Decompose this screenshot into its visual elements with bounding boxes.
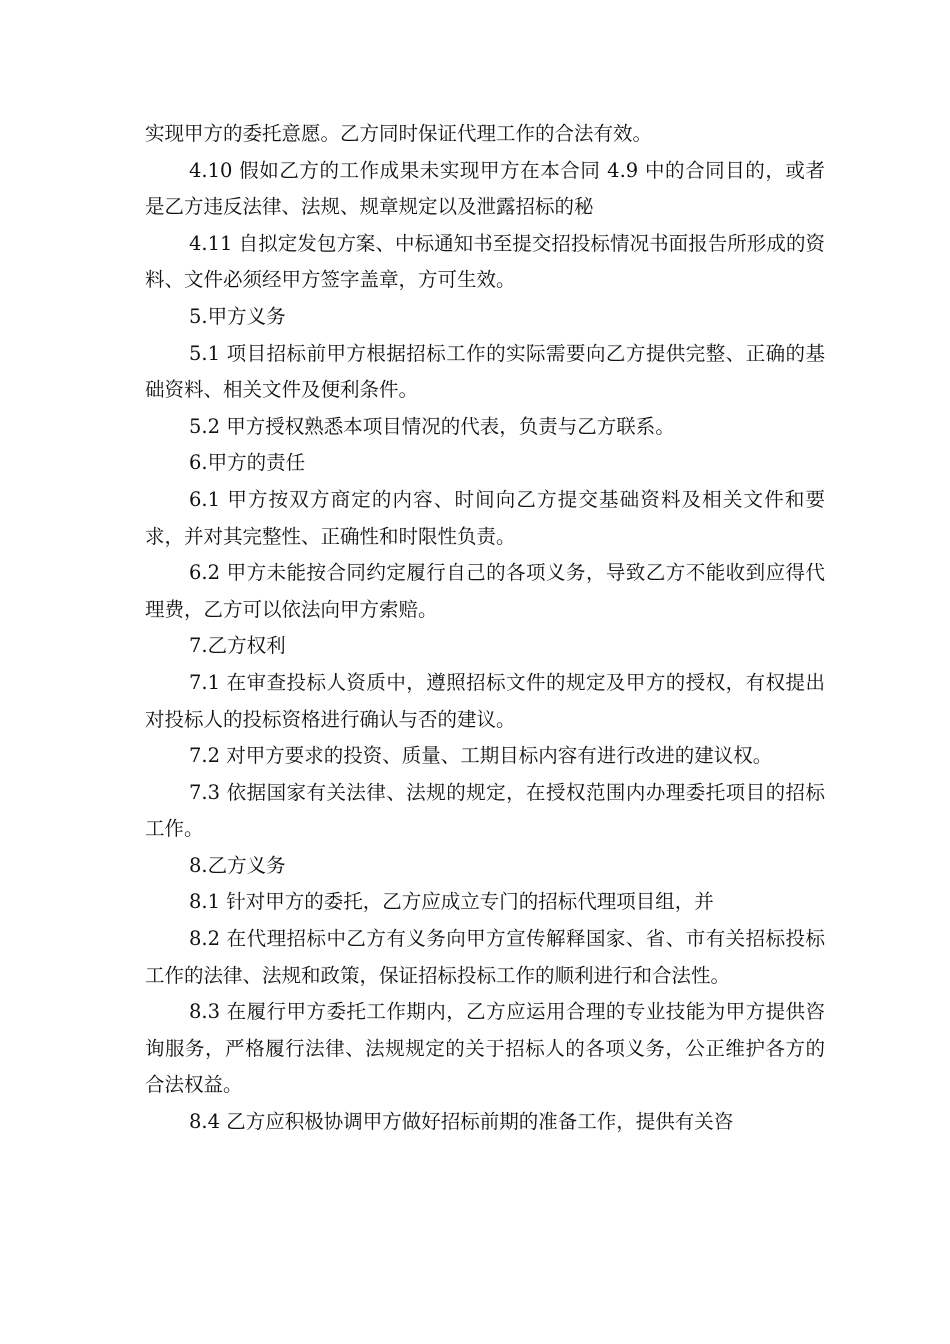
paragraph-5-1: 5.1 项目招标前甲方根据招标工作的实际需要向乙方提供完整、正确的基础资料、相关文件及便利条件。 bbox=[145, 341, 825, 402]
paragraph-8-3: 8.3 在履行甲方委托工作期内，乙方应运用合理的专业技能为甲方提供咨询服务，严格履行法律、法规规定的关于招标人的各项义务，公正维护各方的合法权益。 bbox=[145, 1000, 825, 1097]
paragraph-8-1: 8.1 针对甲方的委托，乙方应成立专门的招标代理项目组，并 bbox=[189, 890, 714, 914]
heading-7: 7.乙方权利 bbox=[189, 634, 286, 658]
paragraph-4-10: 4.10 假如乙方的工作成果未实现甲方在本合同 4.9 中的合同目的，或者是乙方违反法律、法规、规章规定以及泄露招标的秘 bbox=[145, 158, 825, 219]
paragraph-6-1: 6.1 甲方按双方商定的内容、时间向乙方提交基础资料及相关文件和要求，并对其完整性、正确性和时限性负责。 bbox=[145, 487, 825, 548]
heading-6: 6.甲方的责任 bbox=[189, 451, 306, 475]
paragraph-7-3: 7.3 依据国家有关法律、法规的规定，在授权范围内办理委托项目的招标工作。 bbox=[145, 780, 825, 841]
paragraph-8-2: 8.2 在代理招标中乙方有义务向甲方宣传解释国家、省、市有关招标投标工作的法律、法规和政策，保证招标投标工作的顺利进行和合法性。 bbox=[145, 927, 825, 987]
document-page bbox=[145, 116, 825, 1141]
paragraph-6-2: 6.2 甲方未能按合同约定履行自己的各项义务，导致乙方不能收到应得代理费，乙方可以依法向甲方索赔。 bbox=[145, 561, 825, 621]
paragraph-5-2: 5.2 甲方授权熟悉本项目情况的代表，负责与乙方联系。 bbox=[189, 414, 675, 438]
paragraph-4-11: 4.11 自拟定发包方案、中标通知书至提交招投标情况书面报告所形成的资料、文件必须经甲方签字盖章，方可生效。 bbox=[145, 231, 825, 292]
paragraph-7-2: 7.2 对甲方要求的投资、质量、工期目标内容有进行改进的建议权。 bbox=[189, 744, 773, 768]
paragraph-1: 实现甲方的委托意愿。乙方同时保证代理工作的合法有效。 bbox=[145, 122, 653, 145]
paragraph-8-4: 8.4 乙方应积极协调甲方做好招标前期的准备工作，提供有关咨 bbox=[189, 1110, 734, 1134]
paragraph-7-1: 7.1 在审查投标人资质中，遵照招标文件的规定及甲方的授权，有权提出对投标人的投标资格进行确认与否的建议。 bbox=[145, 670, 825, 731]
heading-8: 8.乙方义务 bbox=[189, 853, 286, 877]
heading-5: 5.甲方义务 bbox=[189, 304, 286, 328]
